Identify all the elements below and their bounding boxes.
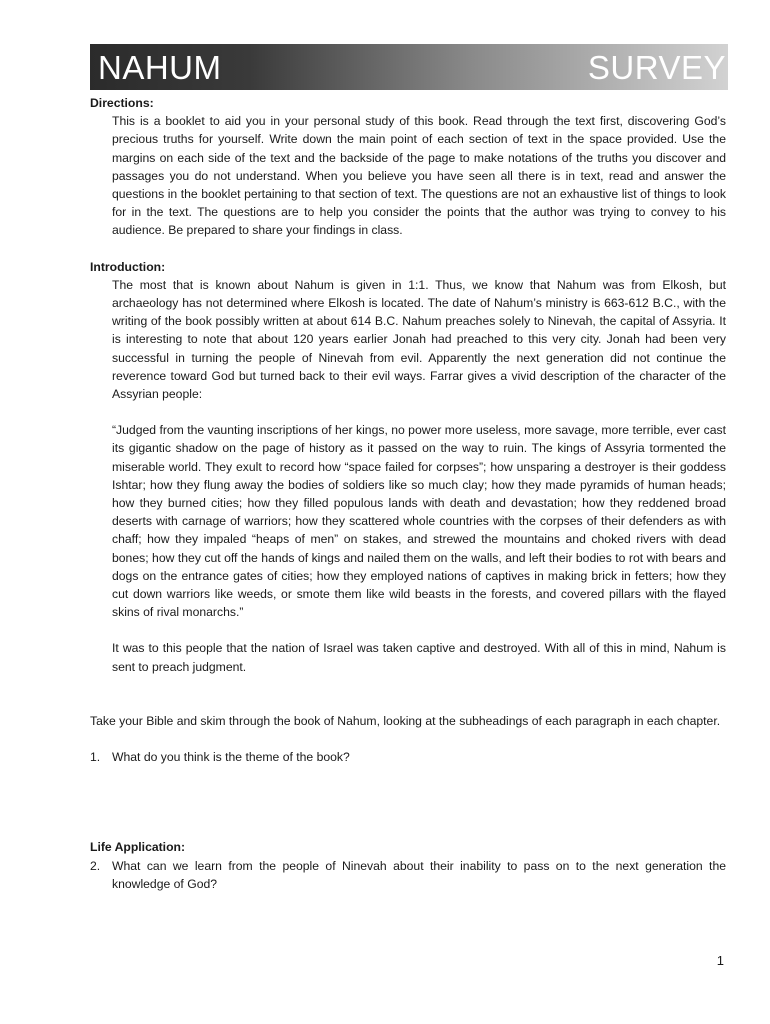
- page-number: 1: [716, 953, 724, 968]
- directions-heading: Directions:: [90, 96, 154, 110]
- introduction-closing: It was to this people that the nation of Israel was taken captive and destroyed. With all of this in mind, Nahum is sent to preach judgment.: [112, 641, 726, 674]
- book-title: NAHUM: [98, 49, 222, 86]
- directions-text: This is a booklet to aid you in your personal study of this book. Read through the text first, discovering God’s precious truths for yourself. Write down the main point of each section of text in the space provided. Use the margins on each side of the text and the backside of the page to make notations of the truths you discover and passages you do not understand. When you believe you have seen all there is in text, read and answer the questions in the booklet pertaining to that section of text. The questions are not an exhaustive list of things to look for in the text. The questions are to help you consider the points that the author was trying to convey to his audience. Be prepared to share your findings in class.: [112, 114, 726, 238]
- question-2: [90, 857, 726, 893]
- header-banner: [90, 44, 728, 90]
- introduction-heading: Introduction:: [90, 259, 166, 274]
- skim-instruction: Take your Bible and skim through the book of Nahum, looking at the subheadings of each paragraph in each chapter.: [90, 713, 721, 728]
- question-number: 2.: [90, 858, 101, 873]
- introduction-paragraph: The most that is known about Nahum is given in 1:1. Thus, we know that Nahum was from Elkosh, but archaeology has not determined where Elkosh is located. The date of Nahum’s ministry is 663-612 B.C., with the writing of the book possibly written at about 614 B.C. Nahum preaches solely to Ninevah, the capital of Assyria. It is interesting to note that about 120 years earlier Jonah had preached to this very city. Jonah had been very successful in turning the people of Ninevah from evil. Apparently the next generation did not continue the reverence toward God but turned back to their evil ways. Farrar gives a vivid description of the character of the Assyrian people:: [112, 277, 726, 402]
- question-1: [90, 748, 726, 766]
- question-number: 1.: [90, 750, 101, 765]
- question-text: What do you think is the theme of the book?: [112, 750, 350, 765]
- farrar-quote: “Judged from the vaunting inscriptions of her kings, no power more useless, more savage, more terrible, ever cast its gigantic shadow on the page of history as it passed on the way to ruin. The kings of Assyria tormented the miserable world. They exult to record how “space failed for corpses”; how unsparing a destroyer is their goddess Ishtar; how they flung away the bodies of soldiers like so much clay; how they made pyramids of human heads; how they burned cities; how they filled populous lands with death and devastation; how they reddened broad deserts with carnage of warriors; how they scattered whole countries with the corpses of their defenders as with chaff; how they impaled “heaps of men” on stakes, and strewed the mountains and choked rivers with dead bones; how they cut off the hands of kings and nailed them on the walls, and left their bodies to rot with bears and dogs on the entrance gates of cities; how they employed nations of captives in making brick in fetters; how they cut down warriors like weeds, or smote them like wild beasts in the forests, and covered pillars with the flayed skins of rival monarchs.”: [112, 423, 726, 620]
- page-content: [90, 94, 726, 893]
- question-text: What can we learn from the people of Ninevah about their inability to pass on to the next generation the knowledge of God?: [112, 858, 726, 891]
- survey-label: SURVEY: [587, 49, 726, 86]
- life-application-heading: Life Application:: [90, 840, 186, 855]
